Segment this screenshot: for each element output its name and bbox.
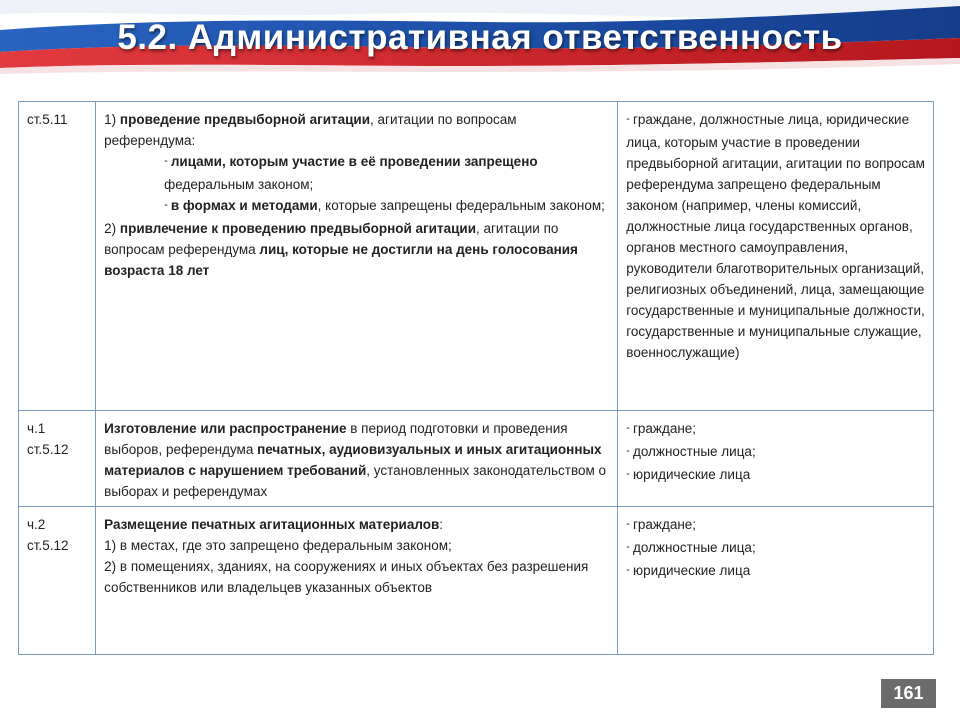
text: , агитации по вопросам референдума: xyxy=(104,112,517,148)
subject-label: должностные лица; xyxy=(632,444,756,459)
text: : xyxy=(439,517,444,532)
dash-bullet-icon: - xyxy=(626,564,630,576)
description-cell xyxy=(96,102,618,411)
paragraph: 1) в местах, где это запрещено федеральным законом; xyxy=(104,538,452,553)
dash-bullet-icon: - xyxy=(626,468,630,480)
bold-phrase: привлечение к проведению предвыборной агитации xyxy=(119,221,476,236)
bold-phrase: Изготовление или распространение xyxy=(104,421,347,436)
subjects-item xyxy=(626,418,925,441)
bold-phrase: печатных, аудиовизуальных и иных агитационных материалов с нарушением требований xyxy=(104,442,602,478)
article-cell xyxy=(19,102,96,411)
page-number: 161 xyxy=(881,679,936,708)
text: , установленных законодательством о выборах и референдумах xyxy=(104,463,607,499)
dash-bullet-icon: - xyxy=(626,422,630,434)
subject-label: юридические лица xyxy=(632,563,751,578)
subjects-item xyxy=(626,464,925,487)
dash-bullet-icon: - xyxy=(626,113,630,125)
bold-phrase: в формах и методами xyxy=(170,198,318,213)
subjects-cell xyxy=(618,507,934,655)
table-row xyxy=(19,411,934,507)
dash-bullet-icon: - xyxy=(626,445,630,457)
subjects-cell xyxy=(618,102,934,411)
text: в период подготовки и проведения выборов, референдума xyxy=(104,421,568,457)
bold-phrase: лиц, которые не достигли на день голосования возраста 18 лет xyxy=(104,242,578,278)
paragraph: 2) в помещениях, зданиях, на сооружениях и иных объектах без разрешения собственников или владельцев указанных объектов xyxy=(104,559,589,595)
subjects-item xyxy=(626,537,925,560)
description-cell xyxy=(96,507,618,655)
table-row xyxy=(19,102,934,411)
item-number: 2) xyxy=(104,221,120,236)
dash-bullet-icon: - xyxy=(626,518,630,530)
article-cell xyxy=(19,411,96,507)
flag-banner xyxy=(0,0,960,82)
subject-label: должностные лица; xyxy=(632,540,756,555)
subject-label: граждане; xyxy=(632,421,697,436)
text: федеральным законом; xyxy=(164,177,314,192)
article-number: ст.5.11 xyxy=(27,112,68,127)
subject-label: юридические лица xyxy=(632,467,751,482)
article-part: ч.1 xyxy=(27,421,46,436)
subjects-text: граждане, должностные лица, юридические лица, которым участие в проведении предвыборной агитации, агитации по вопросам референдума запрещено федеральным законом (например, члены комиссий, должностные лица государственных органов, органов местного самоуправления, руководители благотворительных организаций, религиозных объединений, лица, замещающие государственные и муниципальные должности, государственные и муниципальные служащие, военнослужащие) xyxy=(626,112,925,360)
subjects-item xyxy=(626,441,925,464)
bold-phrase: Размещение печатных агитационных материалов xyxy=(104,517,440,532)
subjects-item xyxy=(626,560,925,583)
text: , которые запрещены федеральным законом; xyxy=(317,198,605,213)
paragraph xyxy=(104,109,609,151)
table-row xyxy=(19,507,934,655)
subjects-item xyxy=(626,514,925,537)
subjects-item xyxy=(626,109,925,363)
article-cell xyxy=(19,507,96,655)
subject-label: граждане; xyxy=(632,517,697,532)
article-part: ч.2 xyxy=(27,517,46,532)
bold-phrase: проведение предвыборной агитации xyxy=(119,112,371,127)
offenses-table xyxy=(18,101,934,655)
text: , агитации по вопросам референдума xyxy=(104,221,559,257)
sub-item xyxy=(104,195,609,218)
paragraph xyxy=(104,218,609,281)
slide-title: 5.2. Административная ответственность xyxy=(117,18,843,57)
subjects-cell xyxy=(618,411,934,507)
dash-bullet-icon: - xyxy=(626,541,630,553)
description-cell xyxy=(96,411,618,507)
article-number: ст.5.12 xyxy=(27,538,69,553)
dash-bullet-icon: - xyxy=(164,199,168,211)
paragraph xyxy=(104,514,609,535)
sub-item xyxy=(104,151,609,195)
bold-phrase: лицами, которым участие в её проведении запрещено xyxy=(170,154,538,169)
item-number: 1) xyxy=(104,112,120,127)
article-number: ст.5.12 xyxy=(27,442,69,457)
dash-bullet-icon: - xyxy=(164,155,168,167)
